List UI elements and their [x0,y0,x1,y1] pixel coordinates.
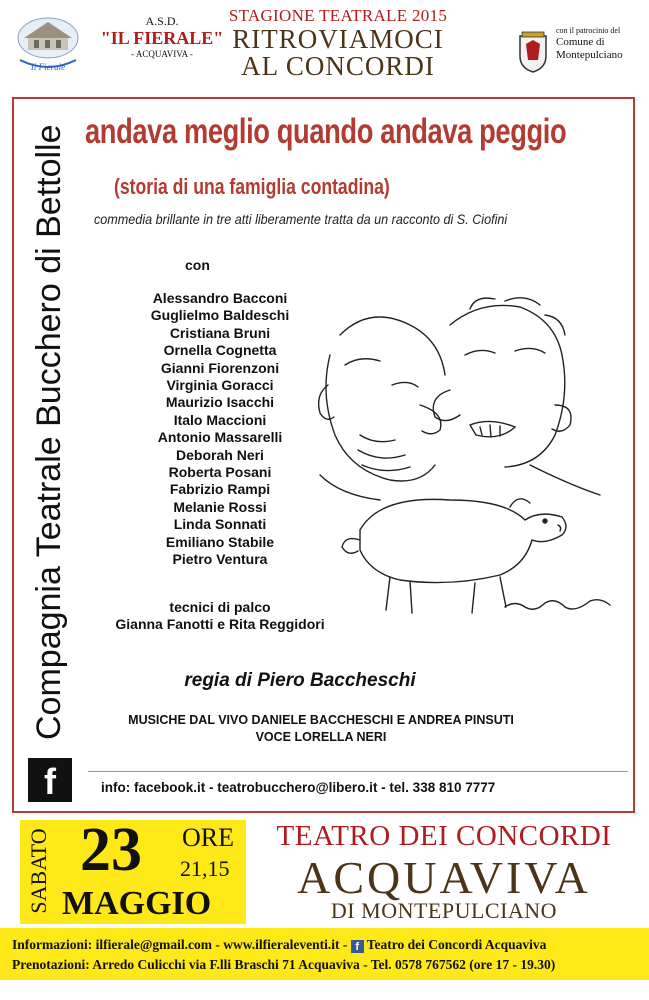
cast-member: Virginia Goracci [166,377,274,394]
caricature-illustration [300,295,625,625]
logo-caption: Il Fierale [30,62,66,72]
crew-label: tecnici di palco [169,599,271,615]
montepulciano-crest-icon [516,30,550,74]
info-divider [88,771,628,772]
season-title-2: AL CONCORDI [241,51,435,81]
patronage-line-1: Comune di [556,36,605,48]
association-location: - ACQUAVIVA - [131,49,193,59]
cast-member: Guglielmo Baldeschi [150,307,290,324]
play-description: commedia brillante in tre atti liberamente tratta da un racconto di S. Ciofini [94,211,508,227]
music-line-1: MUSICHE DAL VIVO DANIELE BACCHESCHI E ANDREA PINSUTI [128,713,514,727]
footer-bar [0,928,649,980]
il-fierale-logo [12,14,84,76]
cast-member: Maurizio Isacchi [165,394,275,411]
cast-member: Ornella Cognetta [163,342,277,359]
cast-member: Cristiana Bruni [169,324,271,341]
footer-contact[interactable]: Informazioni: ilfierale@gmail.com - www.ilfieraleventi.it - [12,937,351,952]
cast-member: Alessandro Bacconi [152,290,288,306]
cast-member: Roberta Posani [168,464,272,481]
cast-member: Pietro Ventura [172,551,268,568]
cast-member: Linda Sonnati [173,516,267,533]
event-weekday: SABATO [26,828,51,914]
cast-member: Fabrizio Rampi [169,481,271,498]
poster-header [0,0,649,92]
season-title-1: RITROVIAMOCI [232,24,444,54]
crew-names: Gianna Fanotti e Rita Reggidori [115,616,325,632]
cast-member: Melanie Rossi [173,498,267,515]
event-month: MAGGIO [62,885,212,922]
company-name: Compagnia Teatrale Bucchero di Bettolle [30,124,68,740]
venue-theatre: TEATRO DEI CONCORDI [276,820,612,852]
cast-member: Italo Maccioni [173,411,267,428]
event-time: 21,15 [180,856,230,881]
cast-member: Gianni Fiorenzoni [160,359,280,376]
association-name: "IL FIERALE" [100,28,224,48]
cast-label: con [185,257,210,273]
season-line: STAGIONE TEATRALE 2015 [228,6,448,25]
footer-info-line [12,936,546,954]
play-subtitle: (storia di una famiglia contadina) [114,174,390,199]
play-title: andava meglio quando andava peggio [85,112,567,151]
patronage-block [556,26,646,62]
info-contacts[interactable]: info: facebook.it - teatrobucchero@libero.it - tel. 338 810 7777 [101,780,496,795]
music-line-2: VOCE LORELLA NERI [255,730,387,744]
patronage-line-2: Montepulciano [556,49,623,61]
event-time-label: ORE [182,823,234,852]
season-block [208,6,468,80]
facebook-small-icon[interactable]: f [351,940,364,953]
footer-booking-line: Prenotazioni: Arredo Culicchi via F.lli Braschi 71 Acquaviva - Tel. 0578 767562 (ore 17 - 19.30) [12,957,556,972]
event-date-box [20,816,246,924]
facebook-icon[interactable]: f [28,758,72,802]
patronage-label: con il patrocinio del [556,26,621,35]
event-day: 23 [80,816,142,884]
venue-subtitle: DI MONTEPULCIANO [330,898,558,923]
cast-member: Antonio Massarelli [157,429,283,446]
association-prefix: A.S.D. [145,14,179,28]
direction-credit: regia di Piero Baccheschi [184,670,416,691]
footer-facebook-page[interactable]: Teatro dei Concordi Acquaviva [366,937,547,952]
music-credit [96,712,546,746]
venue-town: ACQUAVIVA [297,852,591,903]
venue-block [248,820,640,922]
cast-member: Deborah Neri [176,446,264,463]
cast-member: Emiliano Stabile [165,533,275,550]
